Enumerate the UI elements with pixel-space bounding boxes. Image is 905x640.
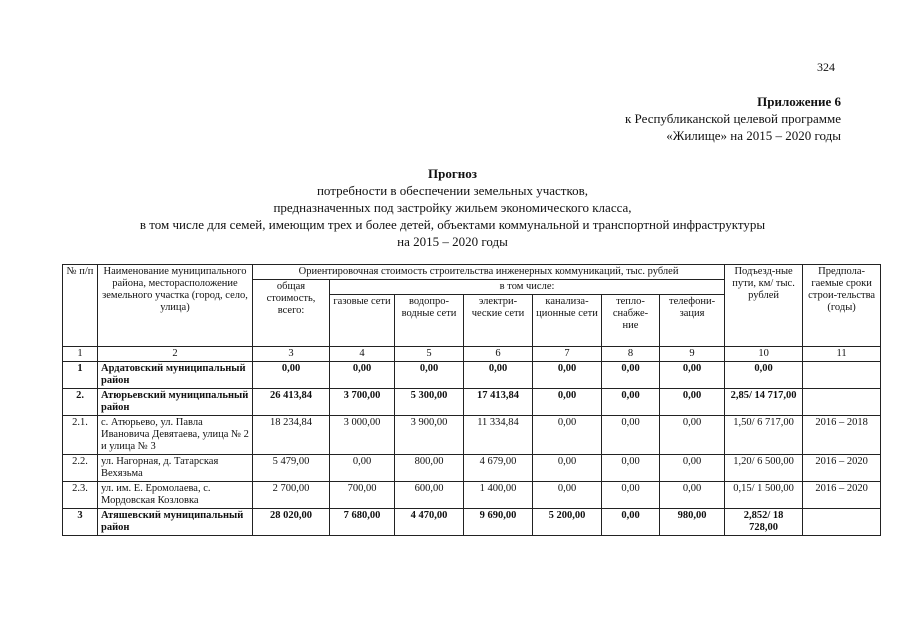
cell-heat: 0,00 [602, 362, 660, 389]
cell-heat: 0,00 [602, 455, 660, 482]
cell-telephone: 0,00 [660, 482, 725, 509]
row-name: Атюрьевский муниципальный район [98, 389, 253, 416]
cell-total: 0,00 [253, 362, 330, 389]
column-number: 5 [395, 347, 464, 362]
cell-telephone: 0,00 [660, 416, 725, 455]
cell-terms: 2016 – 2020 [803, 482, 881, 509]
header-including: в том числе: [330, 280, 725, 295]
table-body [63, 362, 881, 536]
row-number: 2.1. [63, 416, 98, 455]
column-number: 6 [464, 347, 533, 362]
cell-roads: 1,20/ 6 500,00 [725, 455, 803, 482]
appendix-line-1: к Республиканской целевой программе [624, 111, 841, 126]
cell-telephone: 0,00 [660, 389, 725, 416]
cell-terms [803, 389, 881, 416]
cell-electric: 0,00 [464, 362, 533, 389]
header-electric: электри-ческие сети [464, 295, 533, 347]
column-number: 7 [533, 347, 602, 362]
row-name: ул. им. Е. Еромолаева, с. Мордовская Козловка [98, 482, 253, 509]
header-roads: Подъезд-ные пути, км/ тыс. рублей [725, 265, 803, 347]
cell-gas: 3 700,00 [330, 389, 395, 416]
header-water: водопро-водные сети [395, 295, 464, 347]
column-number: 3 [253, 347, 330, 362]
table-header [63, 265, 881, 347]
row-name: с. Атюрьево, ул. Павла Ивановича Девятаева, улица № 2 и улица № 3 [98, 416, 253, 455]
row-number: 1 [63, 362, 98, 389]
table-row [63, 362, 881, 389]
cell-water: 0,00 [395, 362, 464, 389]
cell-heat: 0,00 [602, 482, 660, 509]
document-heading [0, 165, 905, 250]
cell-gas: 700,00 [330, 482, 395, 509]
table-row [63, 416, 881, 455]
cell-total: 26 413,84 [253, 389, 330, 416]
appendix-block [625, 93, 841, 144]
cell-terms: 2016 – 2020 [803, 455, 881, 482]
cell-gas: 7 680,00 [330, 509, 395, 536]
cell-gas: 0,00 [330, 455, 395, 482]
cell-sewer: 0,00 [533, 455, 602, 482]
cell-gas: 0,00 [330, 362, 395, 389]
cell-total: 2 700,00 [253, 482, 330, 509]
column-number: 11 [803, 347, 881, 362]
cell-total: 5 479,00 [253, 455, 330, 482]
cell-water: 600,00 [395, 482, 464, 509]
cell-heat: 0,00 [602, 389, 660, 416]
cell-electric: 17 413,84 [464, 389, 533, 416]
row-name: ул. Нагорная, д. Татарская Вехязьма [98, 455, 253, 482]
header-heat: тепло-снабже-ние [602, 295, 660, 347]
header-cost: Ориентировочная стоимость строительства инженерных коммуникаций, тыс. рублей [253, 265, 725, 280]
page-number: 324 [817, 60, 835, 74]
cell-sewer: 0,00 [533, 482, 602, 509]
cell-terms [803, 509, 881, 536]
cell-electric: 4 679,00 [464, 455, 533, 482]
cell-heat: 0,00 [602, 509, 660, 536]
cell-telephone: 980,00 [660, 509, 725, 536]
table-row [63, 482, 881, 509]
cell-total: 28 020,00 [253, 509, 330, 536]
table-row [63, 389, 881, 416]
cell-roads: 2,85/ 14 717,00 [725, 389, 803, 416]
header-name: Наименование муниципального района, месторасположение земельного участка (город, село, улица) [98, 265, 253, 347]
header-sewer: канализа-ционные сети [533, 295, 602, 347]
heading-line-2: предназначенных под застройку жильем экономического класса, [273, 200, 632, 215]
header-telephone: телефони-зация [660, 295, 725, 347]
cell-roads: 0,15/ 1 500,00 [725, 482, 803, 509]
cell-water: 800,00 [395, 455, 464, 482]
column-number: 1 [63, 347, 98, 362]
cell-sewer: 5 200,00 [533, 509, 602, 536]
cell-telephone: 0,00 [660, 455, 725, 482]
cell-water: 5 300,00 [395, 389, 464, 416]
cell-gas: 3 000,00 [330, 416, 395, 455]
column-number: 2 [98, 347, 253, 362]
heading-line-4: на 2015 – 2020 годы [397, 234, 508, 249]
cell-sewer: 0,00 [533, 362, 602, 389]
cell-roads: 2,852/ 18 728,00 [725, 509, 803, 536]
cell-roads: 0,00 [725, 362, 803, 389]
column-numbers [63, 347, 881, 362]
heading-line-3: в том числе для семей, имеющим трех и более детей, объектами коммунальной и транспортной инфраструктуры [139, 217, 766, 232]
cell-sewer: 0,00 [533, 389, 602, 416]
heading-line-1: потребности в обеспечении земельных участков, [316, 183, 589, 198]
cell-roads: 1,50/ 6 717,00 [725, 416, 803, 455]
cell-water: 3 900,00 [395, 416, 464, 455]
row-name: Ардатовский муниципальный район [98, 362, 253, 389]
forecast-table [62, 264, 881, 536]
column-number: 4 [330, 347, 395, 362]
cell-electric: 11 334,84 [464, 416, 533, 455]
column-number: 10 [725, 347, 803, 362]
appendix-title: Приложение 6 [757, 94, 841, 109]
header-gas: газовые сети [330, 295, 395, 347]
header-terms: Предпола-гаемые сроки строи-тельства (годы) [803, 265, 881, 347]
cell-electric: 1 400,00 [464, 482, 533, 509]
header-total: общая стоимость, всего: [253, 280, 330, 347]
table-row [63, 509, 881, 536]
heading-title: Прогноз [428, 166, 477, 181]
cell-terms: 2016 – 2018 [803, 416, 881, 455]
row-number: 2.3. [63, 482, 98, 509]
appendix-line-2: «Жилище» на 2015 – 2020 годы [666, 128, 841, 143]
row-name: Атяшевский муниципальный район [98, 509, 253, 536]
cell-sewer: 0,00 [533, 416, 602, 455]
table-row [63, 455, 881, 482]
cell-total: 18 234,84 [253, 416, 330, 455]
column-number: 8 [602, 347, 660, 362]
header-number: № п/п [63, 265, 98, 347]
cell-telephone: 0,00 [660, 362, 725, 389]
row-number: 2.2. [63, 455, 98, 482]
cell-heat: 0,00 [602, 416, 660, 455]
row-number: 3 [63, 509, 98, 536]
cell-water: 4 470,00 [395, 509, 464, 536]
cell-terms [803, 362, 881, 389]
column-number: 9 [660, 347, 725, 362]
cell-electric: 9 690,00 [464, 509, 533, 536]
row-number: 2. [63, 389, 98, 416]
